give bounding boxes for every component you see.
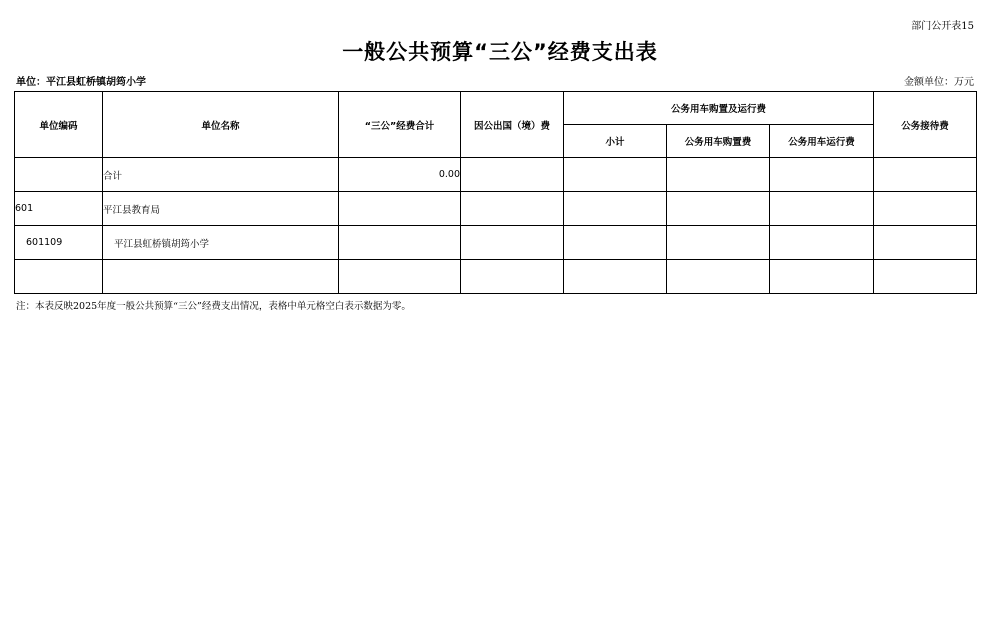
cell-abroad (461, 158, 564, 192)
col-header-vehicle-group: 公务用车购置及运行费 (564, 92, 874, 125)
cell-vehicle-purchase (667, 260, 770, 294)
cell-reception (874, 260, 977, 294)
col-header-vehicle-subtotal: 小计 (564, 125, 667, 158)
table-row-unit (15, 226, 977, 260)
cell-vehicle-operation (770, 260, 874, 294)
cell-vehicle-subtotal (564, 226, 667, 260)
cell-vehicle-operation (770, 158, 874, 192)
cell-vehicle-subtotal (564, 260, 667, 294)
col-header-vehicle-operation: 公务用车运行费 (770, 125, 874, 158)
cell-vehicle-subtotal (564, 158, 667, 192)
table-number: 部门公开表15 (911, 21, 974, 32)
page-title: 一般公共预算“三公”经费支出表 (342, 40, 658, 64)
cell-vehicle-purchase (667, 226, 770, 260)
cell-vehicle-operation (770, 226, 874, 260)
cell-name: 平江县虹桥镇胡筠小学 (103, 226, 339, 260)
cell-abroad (461, 260, 564, 294)
cell-reception (874, 158, 977, 192)
cell-name: 平江县教育局 (103, 192, 339, 226)
table-row-total (15, 158, 977, 192)
cell-total (339, 260, 461, 294)
unit-label: 单位：平江县虹桥镇胡筠小学 (16, 77, 146, 88)
cell-vehicle-subtotal (564, 192, 667, 226)
cell-total (339, 226, 461, 260)
cell-name (103, 260, 339, 294)
cell-vehicle-purchase (667, 192, 770, 226)
col-header-vehicle-purchase: 公务用车购置费 (667, 125, 770, 158)
expense-table (14, 91, 977, 294)
col-header-reception: 公务接待费 (874, 92, 977, 158)
table-row-empty (15, 260, 977, 294)
col-header-abroad: 因公出国（境）费 (461, 92, 564, 158)
cell-vehicle-operation (770, 192, 874, 226)
cell-code (15, 158, 103, 192)
cell-code: 601109 (15, 226, 103, 260)
col-header-code: 单位编码 (15, 92, 103, 158)
amount-unit-label: 金额单位：万元 (904, 77, 974, 88)
header-row-1 (15, 92, 977, 125)
cell-reception (874, 226, 977, 260)
cell-reception (874, 192, 977, 226)
footnote: 注：本表反映2025年度一般公共预算“三公”经费支出情况，表格中单元格空白表示数据为零。 (16, 301, 411, 312)
cell-code: 601 (15, 192, 103, 226)
cell-total: 0.00 (339, 158, 461, 192)
cell-code (15, 260, 103, 294)
cell-abroad (461, 192, 564, 226)
cell-name: 合计 (103, 158, 339, 192)
col-header-total: “三公”经费合计 (339, 92, 461, 158)
cell-vehicle-purchase (667, 158, 770, 192)
col-header-name: 单位名称 (103, 92, 339, 158)
table-row-department (15, 192, 977, 226)
cell-abroad (461, 226, 564, 260)
cell-total (339, 192, 461, 226)
